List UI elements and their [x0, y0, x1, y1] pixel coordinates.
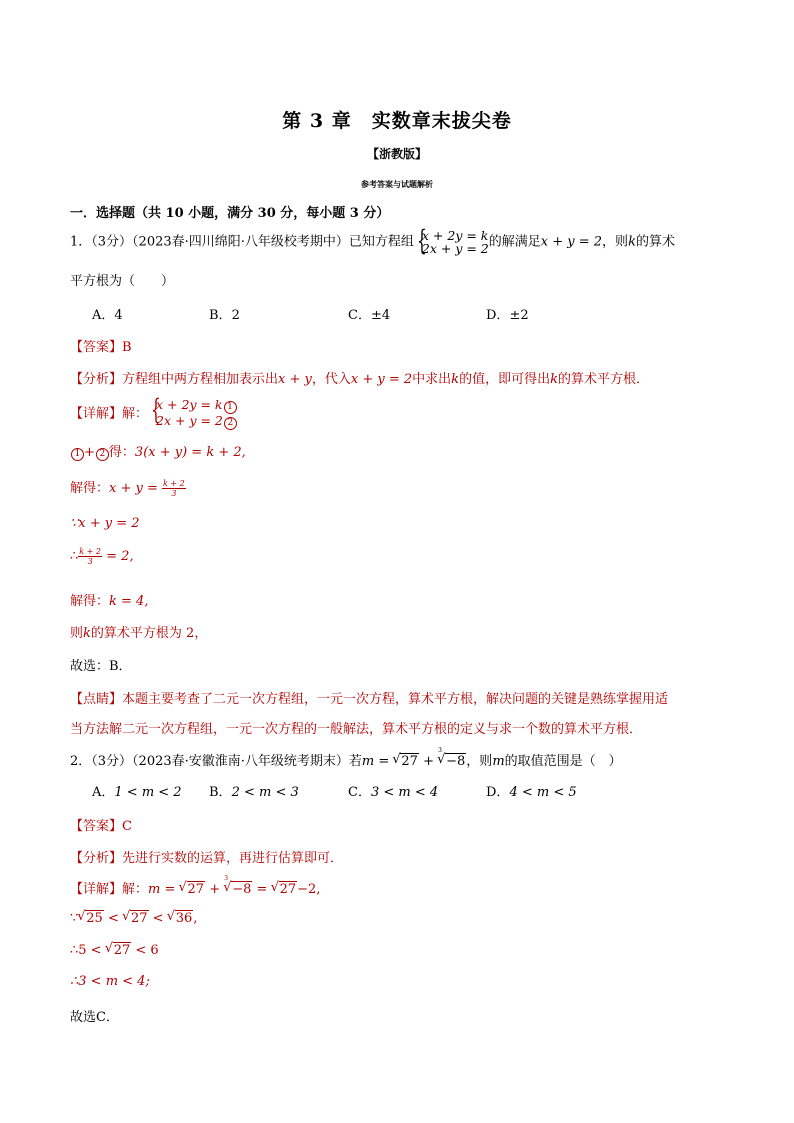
q1-option-d: D．±2: [486, 308, 529, 323]
q2-step4: ∴3 < m < 4;: [70, 974, 150, 989]
q2-step2: ∵√ 25 < √ 27 < √ 36,: [70, 910, 197, 926]
q1-comment-line2: 当方法解二元一次方程组，一元一次方程的一般解法，算术平方根的定义与求一个数的算术平方根．: [70, 722, 643, 737]
q1-condition: x + y = 2: [540, 234, 603, 250]
q1-stem-line1: 1．（3分）（2023春·四川绵阳·八年级校考期中）已知方程组 { x + 2y = k 2x + y = 2 的解满足x + y = 2，则k的算术: [70, 229, 675, 255]
q1-prefix: 1．（3分）（2023春·四川绵阳·八年级校考期中）已知方程组: [70, 234, 414, 250]
q1-step6: 则k的算术平方根为 2，: [70, 626, 208, 641]
q1-detail: 【详解】解： { x + 2y = k 1 2x + y = 2 2: [70, 398, 237, 430]
q2-detail: 【详解】解：m = √ 27 + 3 √ −8 = √ 27−2,: [70, 878, 320, 897]
q1-step2: 解得：x + y = $\frac{k + 2}{3}$: [70, 479, 185, 498]
circled-1-icon: 1: [224, 401, 237, 414]
q1-comment-line1: 【点睛】本题主要考查了二元一次方程组，一元一次方程，算术平方根，解决问题的关键是熟练掌握用适: [70, 692, 669, 707]
q1-step3: ∵x + y = 2: [70, 516, 140, 531]
q2-option-c: C．3 < m < 4: [348, 785, 439, 800]
q2-option-a: A．1 < m < 2: [92, 785, 182, 800]
q1-option-b: B．2: [209, 308, 240, 323]
q2-step5: 故选C．: [70, 1010, 119, 1025]
q2-answer: 【答案】C: [70, 819, 132, 834]
circled-2-icon: 2: [224, 417, 237, 430]
q1-step1: 1 + 2 得：3(x + y) = k + 2,: [70, 441, 246, 461]
q1-option-c: C．±4: [348, 308, 391, 323]
q1-step7: 故选：B．: [70, 659, 132, 674]
q1-step5: 解得：k = 4,: [70, 594, 149, 609]
q1-analysis: 【分析】方程组中两方程相加表示出x + y，代入x + y = 2中求出k的值，即可得出k的算术平方根．: [70, 372, 649, 387]
q1-option-a: A．4: [92, 308, 123, 323]
page-title: 第 3 章 实数章末拔尖卷: [282, 110, 512, 132]
answer-caption: 参考答案与试题解析: [361, 179, 433, 189]
q1-detail-system: { x + 2y = k 1 2x + y = 2 2: [148, 398, 237, 430]
q2-option-b: B．2 < m < 3: [209, 785, 299, 800]
q2-step3: ∴5 < √ 27 < 6: [70, 942, 159, 958]
q1-stem-line2: 平方根为（ ）: [70, 274, 175, 289]
section-heading: 一．选择题（共 10 小题，满分 30 分，每小题 3 分）: [70, 206, 390, 221]
q2-option-d: D．4 < m < 5: [486, 785, 577, 800]
q1-equation-system: { x + 2y = k 2x + y = 2: [414, 229, 489, 255]
q2-analysis: 【分析】先进行实数的运算，再进行估算即可．: [70, 851, 344, 866]
q1-answer: 【答案】B: [70, 340, 132, 355]
edition-label: 【浙教版】: [366, 147, 427, 161]
q2-stem: 2．（3分）（2023春·安徽淮南·八年级统考期末）若m = √ 27 + 3 √ −8，则m的取值范围是（ ）: [70, 750, 622, 769]
q1-step4: ∴ $\frac{k + 2}{3}$ = 2,: [70, 547, 134, 566]
